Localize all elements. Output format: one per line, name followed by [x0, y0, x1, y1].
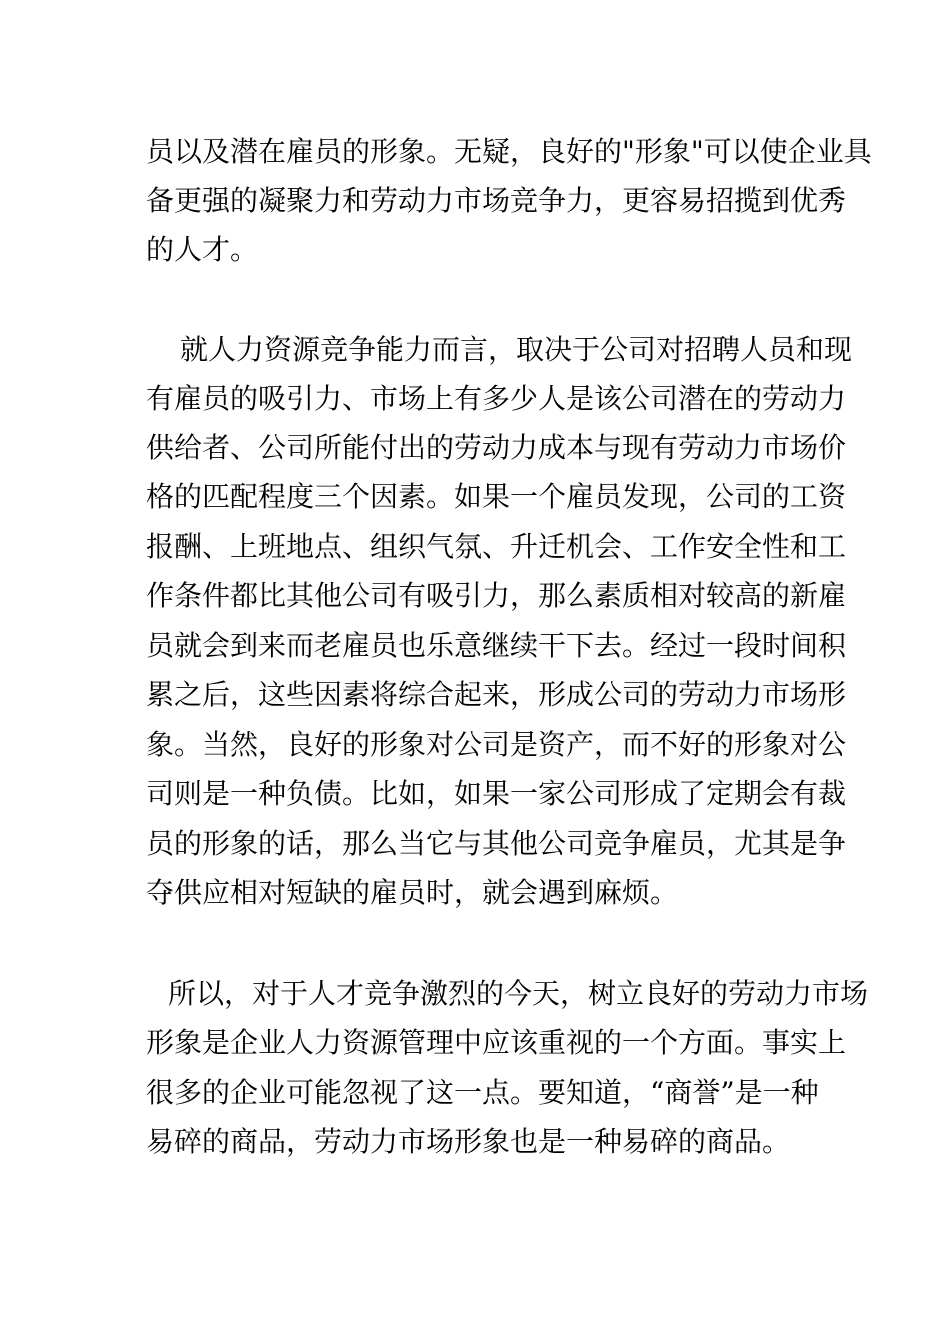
- text-line: 夺供应相对短缺的雇员时，就会遇到麻烦。: [146, 876, 679, 909]
- text-line: 象。当然，良好的形象对公司是资产，而不好的形象对公: [146, 728, 847, 761]
- text-line: 备更强的凝聚力和劳动力市场竞争力，更容易招揽到优秀: [146, 184, 847, 217]
- text-line: 供给者、公司所能付出的劳动力成本与现有劳动力市场价: [146, 431, 847, 464]
- text-line: 的人才。: [146, 233, 259, 266]
- text-line: 司则是一种负债。比如，如果一家公司形成了定期会有裁: [146, 777, 847, 810]
- text-line: 员的形象的话，那么当它与其他公司竞争雇员，尤其是争: [146, 827, 847, 860]
- text-line: 就人力资源竞争能力而言，取决于公司对招聘人员和现: [180, 333, 853, 366]
- text-line: 有雇员的吸引力、市场上有多少人是该公司潜在的劳动力: [146, 382, 847, 415]
- text-line: 易碎的商品，劳动力市场形象也是一种易碎的商品。: [146, 1125, 791, 1158]
- text-line: 员就会到来而老雇员也乐意继续干下去。经过一段时间积: [146, 629, 847, 662]
- text-line: 累之后，这些因素将综合起来，形成公司的劳动力市场形: [146, 678, 847, 711]
- text-line: 形象是企业人力资源管理中应该重视的一个方面。事实上: [146, 1026, 847, 1059]
- text-line: 作条件都比其他公司有吸引力，那么素质相对较高的新雇: [146, 579, 847, 612]
- text-line: 所以，对于人才竞争激烈的今天，树立良好的劳动力市场: [168, 977, 869, 1010]
- text-line: 报酬、上班地点、组织气氛、升迁机会、工作安全性和工: [146, 530, 847, 563]
- text-line: 员以及潜在雇员的形象。无疑，良好的"形象"可以使企业具: [146, 135, 872, 168]
- text-line: 很多的企业可能忽视了这一点。要知道，“商誉”是一种: [146, 1076, 819, 1109]
- text-line: 格的匹配程度三个因素。如果一个雇员发现，公司的工资: [146, 480, 847, 513]
